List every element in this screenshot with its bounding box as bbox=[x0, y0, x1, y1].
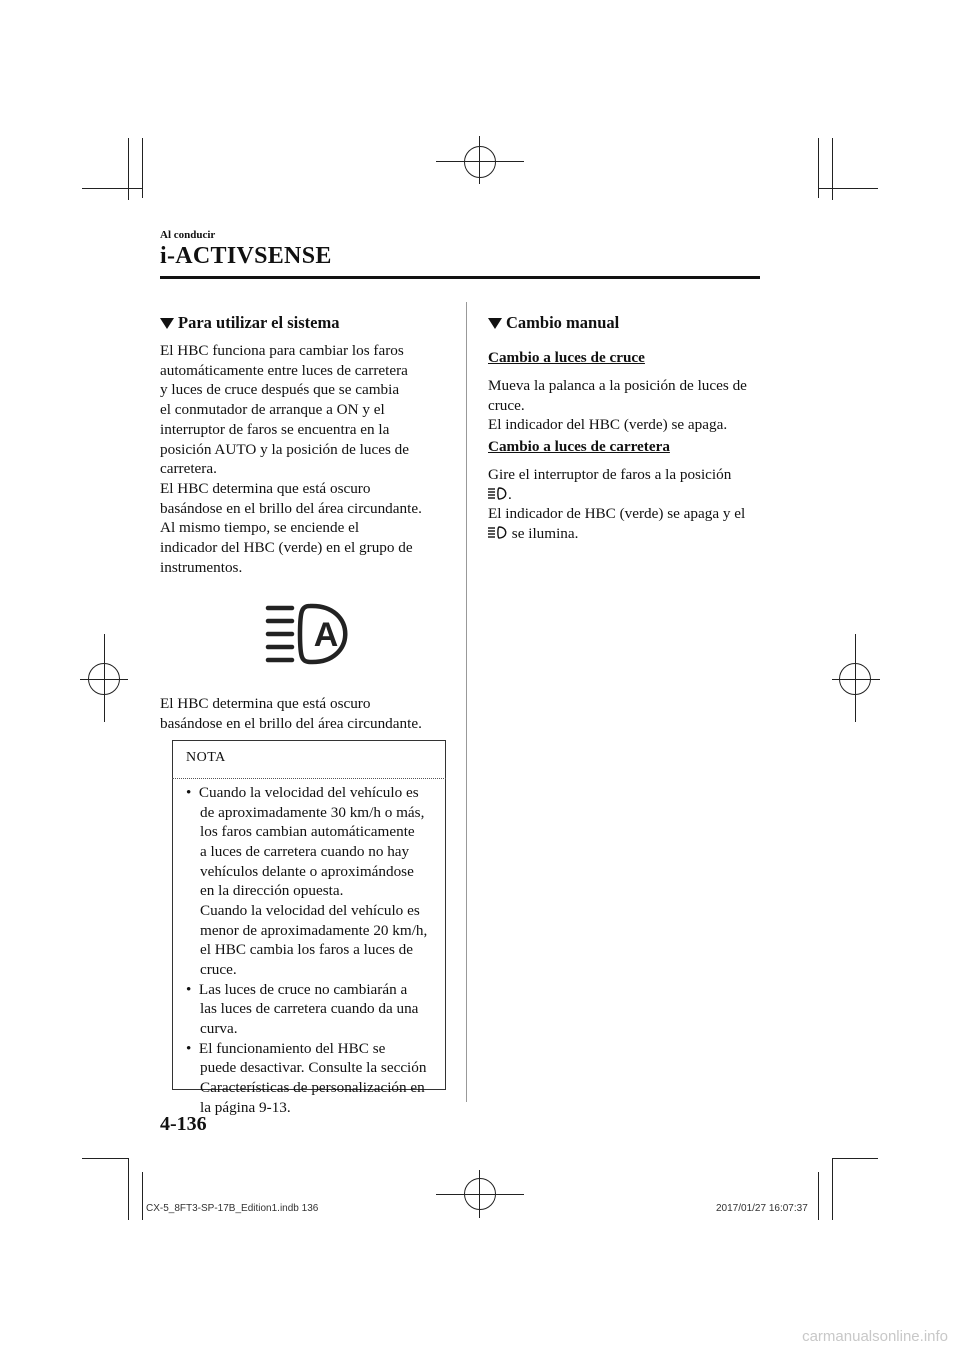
text-line: basándose en el brillo del área circundante. bbox=[160, 499, 422, 517]
text-line: puede desactivar. Consulte la sección bbox=[200, 1059, 427, 1077]
bullet-icon: • bbox=[186, 980, 192, 998]
page-number: 4-136 bbox=[160, 1113, 207, 1135]
text-line: en la dirección opuesta. bbox=[200, 882, 344, 900]
text-line: la página 9-13. bbox=[200, 1098, 291, 1116]
text-line: vehículos delante o aproximándose bbox=[200, 862, 414, 880]
hbc-auto-highbeam-icon bbox=[262, 600, 358, 668]
heading-text: Para utilizar el sistema bbox=[178, 313, 340, 332]
paragraph-dark-detection bbox=[160, 694, 422, 733]
text-line: El indicador de HBC (verde) se apaga y el bbox=[488, 505, 746, 523]
note-separator bbox=[172, 778, 446, 779]
note-item bbox=[186, 783, 427, 803]
note-list bbox=[186, 783, 427, 1117]
heading-cambio-manual bbox=[488, 313, 619, 333]
text-line: el HBC cambia los faros a luces de bbox=[200, 941, 413, 959]
heading-para-utilizar bbox=[160, 313, 339, 333]
text-line: cruce. bbox=[488, 396, 525, 414]
text-line: Las luces de cruce no cambiarán a bbox=[198, 980, 408, 998]
section-label: Al conducir bbox=[160, 229, 216, 241]
text-line: Características de personalización en bbox=[200, 1078, 425, 1096]
footer-timestamp: 2017/01/27 16:07:37 bbox=[716, 1203, 808, 1214]
text-line: las luces de carretera cuando da una bbox=[200, 1000, 419, 1018]
text-line: a luces de carretera cuando no hay bbox=[200, 842, 410, 860]
text-line: curva. bbox=[200, 1019, 238, 1037]
text-line: Mueva la palanca a la posición de luces de bbox=[488, 377, 747, 394]
text-line: instrumentos. bbox=[160, 558, 243, 576]
triangle-bullet-icon bbox=[488, 318, 502, 329]
column-divider bbox=[466, 302, 467, 1102]
text-line: cruce. bbox=[200, 960, 237, 978]
text-line: indicador del HBC (verde) en el grupo de bbox=[160, 539, 413, 557]
text-line: Cuando la velocidad del vehículo es bbox=[200, 901, 420, 919]
text-line: de aproximadamente 30 km/h o más, bbox=[200, 803, 425, 821]
header-rule bbox=[160, 276, 760, 279]
high-beam-icon bbox=[488, 526, 508, 539]
triangle-bullet-icon bbox=[160, 318, 174, 329]
text-line: interruptor de faros se encuentra en la bbox=[160, 420, 390, 438]
text-line: Al mismo tiempo, se enciende el bbox=[160, 519, 360, 537]
note-title: NOTA bbox=[186, 750, 226, 765]
text-line: basándose en el brillo del área circundante. bbox=[160, 714, 422, 732]
bullet-icon: • bbox=[186, 1039, 192, 1057]
text-line: y luces de cruce después que se cambia bbox=[160, 381, 400, 399]
text-fragment: se ilumina. bbox=[508, 525, 579, 543]
note-item bbox=[186, 980, 427, 1000]
text-line: posición AUTO y la posición de luces de bbox=[160, 440, 410, 458]
bullet-icon: • bbox=[186, 784, 192, 801]
text-line: El indicador del HBC (verde) se apaga. bbox=[488, 416, 728, 434]
text-line: automáticamente entre luces de carretera bbox=[160, 361, 408, 379]
text-fragment: . bbox=[508, 485, 512, 503]
text-line: El funcionamiento del HBC se bbox=[198, 1039, 386, 1057]
paragraph-intro bbox=[160, 341, 422, 577]
text-line: El HBC determina que está oscuro bbox=[160, 695, 371, 712]
watermark[interactable]: carmanualsonline.info bbox=[802, 1328, 948, 1345]
text-line: los faros cambian automáticamente bbox=[200, 823, 415, 841]
text-line-with-icon bbox=[488, 485, 745, 505]
text-line: menor de aproximadamente 20 km/h, bbox=[200, 921, 428, 939]
high-beam-icon bbox=[488, 487, 508, 500]
text-line: Cuando la velocidad del vehículo es bbox=[198, 784, 419, 801]
text-line: el conmutador de arranque a ON y el bbox=[160, 401, 385, 419]
text-line-with-icon bbox=[488, 524, 745, 544]
subheading-luces-cruce: Cambio a luces de cruce bbox=[488, 349, 645, 366]
text-line: Gire el interruptor de faros a la posición bbox=[488, 466, 732, 483]
subheading-luces-carretera: Cambio a luces de carretera bbox=[488, 438, 670, 455]
paragraph-luces-carretera bbox=[488, 465, 745, 544]
text-line: carretera. bbox=[160, 460, 217, 478]
indicator-letter: A bbox=[313, 616, 339, 654]
heading-text: Cambio manual bbox=[506, 313, 620, 332]
text-line: El HBC funciona para cambiar los faros bbox=[160, 342, 404, 359]
note-item bbox=[186, 1039, 427, 1059]
paragraph-luces-cruce bbox=[488, 376, 747, 435]
section-title: i-ACTIVSENSE bbox=[160, 243, 332, 269]
footer-file-name: CX-5_8FT3-SP-17B_Edition1.indb 136 bbox=[146, 1203, 319, 1214]
text-line: El HBC determina que está oscuro bbox=[160, 479, 371, 497]
